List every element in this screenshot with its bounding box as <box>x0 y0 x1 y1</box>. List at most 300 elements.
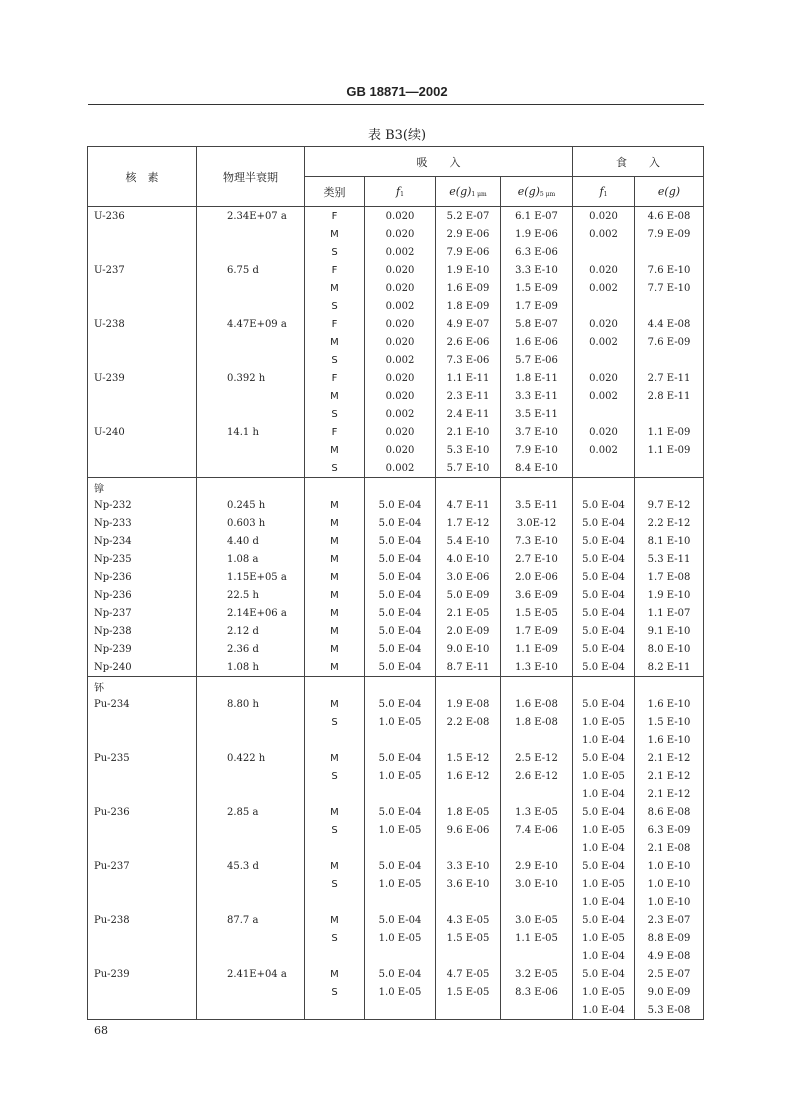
cell-ingestion-f1: 1.0 E-05 <box>573 713 635 731</box>
document-code: GB 18871—2002 <box>346 84 448 99</box>
table-row <box>88 785 704 803</box>
cell-nuclide: U-239 <box>88 369 197 387</box>
cell-eg-5um: 1.7 E-09 <box>501 297 573 315</box>
cell-type: M <box>305 803 365 821</box>
cell-ingestion-f1: 0.020 <box>573 423 635 441</box>
cell-eg-5um <box>501 731 573 749</box>
cell-inhalation-f1: 1.0 E-05 <box>365 767 436 785</box>
cell-nuclide <box>88 929 197 947</box>
cell-ingestion-eg <box>635 297 704 315</box>
cell-eg-5um: 3.3 E-10 <box>501 261 573 279</box>
cell-eg-5um <box>501 947 573 965</box>
cell-eg-1um: 5.7 E-10 <box>436 459 501 478</box>
cell-inhalation-f1: 5.0 E-04 <box>365 622 436 640</box>
cell-type <box>305 893 365 911</box>
cell-inhalation-f1: 0.020 <box>365 207 436 226</box>
cell-ingestion-f1: 5.0 E-04 <box>573 604 635 622</box>
cell-eg-1um: 1.8 E-09 <box>436 297 501 315</box>
cell-ingestion-f1 <box>573 478 635 497</box>
cell-ingestion-eg: 9.0 E-09 <box>635 983 704 1001</box>
cell-inhalation-f1: 5.0 E-04 <box>365 965 436 983</box>
cell-ingestion-eg: 2.8 E-11 <box>635 387 704 405</box>
cell-ingestion-eg: 7.9 E-09 <box>635 225 704 243</box>
cell-eg-1um: 5.3 E-10 <box>436 441 501 459</box>
cell-ingestion-f1: 5.0 E-04 <box>573 640 635 658</box>
cell-half-life <box>197 1001 305 1020</box>
cell-half-life: 2.85 a <box>197 803 305 821</box>
cell-type: S <box>305 929 365 947</box>
table-row <box>88 243 704 261</box>
cell-half-life: 14.1 h <box>197 423 305 441</box>
cell-type: S <box>305 875 365 893</box>
cell-nuclide: Np-236 <box>88 568 197 586</box>
cell-eg-5um: 5.7 E-06 <box>501 351 573 369</box>
cell-nuclide <box>88 713 197 731</box>
cell-type: F <box>305 315 365 333</box>
cell-ingestion-eg: 1.9 E-10 <box>635 586 704 604</box>
cell-nuclide <box>88 387 197 405</box>
cell-eg-1um: 2.9 E-06 <box>436 225 501 243</box>
cell-eg-1um: 2.1 E-10 <box>436 423 501 441</box>
cell-ingestion-f1: 1.0 E-05 <box>573 875 635 893</box>
table-row <box>88 604 704 622</box>
cell-half-life <box>197 441 305 459</box>
cell-eg-5um: 1.5 E-05 <box>501 604 573 622</box>
header-inhalation: 吸 入 <box>305 147 573 177</box>
cell-inhalation-f1: 0.020 <box>365 261 436 279</box>
cell-ingestion-f1: 0.020 <box>573 369 635 387</box>
cell-type: M <box>305 857 365 875</box>
cell-ingestion-eg: 1.7 E-08 <box>635 568 704 586</box>
cell-half-life <box>197 947 305 965</box>
cell-ingestion-eg: 2.1 E-08 <box>635 839 704 857</box>
cell-half-life: 1.15E+05 a <box>197 568 305 586</box>
cell-eg-5um: 1.5 E-09 <box>501 279 573 297</box>
cell-eg-1um <box>436 893 501 911</box>
cell-ingestion-f1 <box>573 677 635 696</box>
table-row <box>88 459 704 478</box>
cell-nuclide: Np-240 <box>88 658 197 677</box>
table-row <box>88 279 704 297</box>
table-row <box>88 387 704 405</box>
cell-eg-5um: 3.0 E-05 <box>501 911 573 929</box>
cell-ingestion-eg: 8.6 E-08 <box>635 803 704 821</box>
cell-ingestion-f1: 5.0 E-04 <box>573 496 635 514</box>
cell-ingestion-eg: 1.1 E-09 <box>635 423 704 441</box>
cell-eg-5um: 3.7 E-10 <box>501 423 573 441</box>
cell-ingestion-eg: 2.2 E-12 <box>635 514 704 532</box>
cell-ingestion-eg: 9.1 E-10 <box>635 622 704 640</box>
cell-half-life <box>197 459 305 478</box>
cell-type: S <box>305 351 365 369</box>
cell-inhalation-f1: 5.0 E-04 <box>365 695 436 713</box>
cell-eg-1um: 2.2 E-08 <box>436 713 501 731</box>
cell-inhalation-f1: 5.0 E-04 <box>365 496 436 514</box>
cell-nuclide <box>88 351 197 369</box>
cell-half-life <box>197 387 305 405</box>
cell-ingestion-eg: 2.1 E-12 <box>635 785 704 803</box>
cell-ingestion-eg: 1.1 E-07 <box>635 604 704 622</box>
cell-half-life: 0.422 h <box>197 749 305 767</box>
table-row <box>88 225 704 243</box>
cell-nuclide: U-237 <box>88 261 197 279</box>
table-row <box>88 857 704 875</box>
table-caption: 表 B3(续) <box>367 128 427 143</box>
cell-type: M <box>305 279 365 297</box>
cell-half-life <box>197 731 305 749</box>
table-row <box>88 351 704 369</box>
cell-half-life <box>197 713 305 731</box>
cell-inhalation-f1: 0.002 <box>365 297 436 315</box>
cell-eg-5um: 2.9 E-10 <box>501 857 573 875</box>
cell-inhalation-f1: 5.0 E-04 <box>365 749 436 767</box>
table-row <box>88 713 704 731</box>
cell-ingestion-f1: 0.020 <box>573 315 635 333</box>
cell-eg-5um: 2.6 E-12 <box>501 767 573 785</box>
cell-ingestion-eg: 1.0 E-10 <box>635 893 704 911</box>
cell-type <box>305 677 365 696</box>
cell-eg-5um <box>501 785 573 803</box>
cell-ingestion-f1 <box>573 351 635 369</box>
cell-nuclide <box>88 731 197 749</box>
cell-half-life: 22.5 h <box>197 586 305 604</box>
cell-type: M <box>305 550 365 568</box>
table-row <box>88 695 704 713</box>
cell-eg-5um <box>501 1001 573 1020</box>
cell-ingestion-eg: 1.1 E-09 <box>635 441 704 459</box>
cell-type: S <box>305 713 365 731</box>
cell-ingestion-eg: 8.1 E-10 <box>635 532 704 550</box>
cell-eg-1um: 1.8 E-05 <box>436 803 501 821</box>
cell-half-life <box>197 929 305 947</box>
cell-type: M <box>305 911 365 929</box>
cell-eg-1um: 4.0 E-10 <box>436 550 501 568</box>
table-row <box>88 207 704 226</box>
cell-nuclide <box>88 839 197 857</box>
cell-nuclide: U-238 <box>88 315 197 333</box>
cell-half-life: 2.36 d <box>197 640 305 658</box>
cell-type: S <box>305 821 365 839</box>
cell-eg-5um: 1.1 E-09 <box>501 640 573 658</box>
cell-ingestion-f1: 1.0 E-04 <box>573 947 635 965</box>
cell-ingestion-eg: 8.0 E-10 <box>635 640 704 658</box>
cell-half-life <box>197 478 305 497</box>
cell-half-life: 0.392 h <box>197 369 305 387</box>
cell-eg-5um: 7.3 E-10 <box>501 532 573 550</box>
cell-inhalation-f1: 5.0 E-04 <box>365 857 436 875</box>
cell-half-life: 2.14E+06 a <box>197 604 305 622</box>
cell-type <box>305 478 365 497</box>
cell-ingestion-eg: 4.6 E-08 <box>635 207 704 226</box>
cell-half-life <box>197 821 305 839</box>
cell-nuclide: Np-239 <box>88 640 197 658</box>
cell-eg-5um: 1.8 E-08 <box>501 713 573 731</box>
cell-ingestion-eg <box>635 243 704 261</box>
header-rule <box>88 104 704 105</box>
cell-eg-1um: 5.4 E-10 <box>436 532 501 550</box>
cell-inhalation-f1: 5.0 E-04 <box>365 640 436 658</box>
cell-nuclide <box>88 243 197 261</box>
cell-inhalation-f1: 5.0 E-04 <box>365 803 436 821</box>
cell-nuclide <box>88 875 197 893</box>
cell-eg-5um: 2.5 E-12 <box>501 749 573 767</box>
cell-ingestion-f1: 1.0 E-04 <box>573 1001 635 1020</box>
cell-eg-1um: 4.9 E-07 <box>436 315 501 333</box>
cell-type: M <box>305 604 365 622</box>
cell-eg-5um: 1.1 E-05 <box>501 929 573 947</box>
cell-nuclide <box>88 785 197 803</box>
cell-type <box>305 785 365 803</box>
cell-half-life: 1.08 h <box>197 658 305 677</box>
cell-ingestion-eg <box>635 405 704 423</box>
cell-inhalation-f1 <box>365 1001 436 1020</box>
cell-ingestion-f1: 5.0 E-04 <box>573 749 635 767</box>
cell-ingestion-eg: 5.3 E-11 <box>635 550 704 568</box>
cell-eg-5um: 1.8 E-11 <box>501 369 573 387</box>
cell-half-life: 4.40 d <box>197 532 305 550</box>
table-row <box>88 821 704 839</box>
cell-eg-1um: 5.0 E-09 <box>436 586 501 604</box>
cell-ingestion-eg: 1.0 E-10 <box>635 857 704 875</box>
cell-eg-5um: 3.0 E-10 <box>501 875 573 893</box>
header-half-life: 物理半衰期 <box>197 147 305 207</box>
cell-nuclide: Pu-239 <box>88 965 197 983</box>
cell-ingestion-eg: 5.3 E-08 <box>635 1001 704 1020</box>
cell-inhalation-f1 <box>365 839 436 857</box>
cell-ingestion-eg: 8.2 E-11 <box>635 658 704 677</box>
cell-eg-5um: 3.5 E-11 <box>501 405 573 423</box>
cell-ingestion-f1: 5.0 E-04 <box>573 695 635 713</box>
cell-inhalation-f1: 0.020 <box>365 315 436 333</box>
cell-eg-1um: 2.3 E-11 <box>436 387 501 405</box>
cell-half-life: 1.08 a <box>197 550 305 568</box>
cell-type: M <box>305 333 365 351</box>
cell-ingestion-eg <box>635 677 704 696</box>
cell-type: S <box>305 459 365 478</box>
cell-eg-5um: 7.9 E-10 <box>501 441 573 459</box>
cell-nuclide <box>88 983 197 1001</box>
cell-ingestion-eg: 2.1 E-12 <box>635 767 704 785</box>
cell-inhalation-f1: 1.0 E-05 <box>365 875 436 893</box>
cell-eg-1um: 1.6 E-12 <box>436 767 501 785</box>
header-ingestion-eg: e(g) <box>635 177 704 207</box>
cell-type <box>305 1001 365 1020</box>
cell-eg-5um <box>501 893 573 911</box>
cell-type <box>305 839 365 857</box>
cell-type: M <box>305 532 365 550</box>
table-row <box>88 261 704 279</box>
cell-ingestion-f1: 1.0 E-04 <box>573 839 635 857</box>
table-row <box>88 622 704 640</box>
header-eg-1um: e(g)1 μm <box>436 177 501 207</box>
cell-ingestion-f1: 5.0 E-04 <box>573 514 635 532</box>
cell-type <box>305 731 365 749</box>
cell-nuclide: Np-237 <box>88 604 197 622</box>
cell-eg-5um: 2.0 E-06 <box>501 568 573 586</box>
cell-inhalation-f1 <box>365 947 436 965</box>
cell-nuclide: Pu-236 <box>88 803 197 821</box>
cell-nuclide <box>88 441 197 459</box>
cell-inhalation-f1: 0.020 <box>365 387 436 405</box>
cell-eg-5um: 3.2 E-05 <box>501 965 573 983</box>
table-row <box>88 297 704 315</box>
cell-inhalation-f1: 1.0 E-05 <box>365 713 436 731</box>
table-row <box>88 441 704 459</box>
cell-ingestion-f1 <box>573 459 635 478</box>
cell-type: S <box>305 767 365 785</box>
cell-eg-5um: 3.0E-12 <box>501 514 573 532</box>
cell-eg-5um: 1.7 E-09 <box>501 622 573 640</box>
cell-eg-1um: 1.7 E-12 <box>436 514 501 532</box>
cell-type: F <box>305 207 365 226</box>
table-row <box>88 586 704 604</box>
cell-nuclide: U-236 <box>88 207 197 226</box>
cell-ingestion-eg <box>635 459 704 478</box>
cell-eg-5um: 6.3 E-06 <box>501 243 573 261</box>
cell-type: S <box>305 243 365 261</box>
cell-ingestion-f1: 0.020 <box>573 261 635 279</box>
cell-inhalation-f1: 0.002 <box>365 459 436 478</box>
cell-half-life <box>197 351 305 369</box>
cell-half-life: 87.7 a <box>197 911 305 929</box>
cell-half-life <box>197 297 305 315</box>
table-row <box>88 369 704 387</box>
cell-ingestion-eg <box>635 478 704 497</box>
cell-inhalation-f1 <box>365 785 436 803</box>
cell-nuclide <box>88 405 197 423</box>
header-nuclide: 核 素 <box>88 147 197 207</box>
cell-type: M <box>305 387 365 405</box>
cell-nuclide: Np-233 <box>88 514 197 532</box>
cell-eg-5um: 3.5 E-11 <box>501 496 573 514</box>
table-row <box>88 839 704 857</box>
cell-ingestion-f1: 1.0 E-05 <box>573 767 635 785</box>
cell-eg-1um: 5.2 E-07 <box>436 207 501 226</box>
table-row <box>88 947 704 965</box>
cell-ingestion-eg: 7.6 E-09 <box>635 333 704 351</box>
header-type-label: 类别 <box>323 185 346 199</box>
cell-eg-5um: 3.6 E-09 <box>501 586 573 604</box>
cell-eg-1um: 1.1 E-11 <box>436 369 501 387</box>
header-eg-5um: e(g)5 μm <box>501 177 573 207</box>
cell-ingestion-f1: 1.0 E-05 <box>573 821 635 839</box>
cell-half-life <box>197 677 305 696</box>
cell-half-life <box>197 279 305 297</box>
cell-eg-5um: 5.8 E-07 <box>501 315 573 333</box>
table-row <box>88 893 704 911</box>
table-row <box>88 749 704 767</box>
cell-type: S <box>305 405 365 423</box>
cell-inhalation-f1: 0.020 <box>365 225 436 243</box>
cell-half-life: 2.34E+07 a <box>197 207 305 226</box>
cell-ingestion-eg: 4.4 E-08 <box>635 315 704 333</box>
table-row <box>88 423 704 441</box>
cell-inhalation-f1: 1.0 E-05 <box>365 983 436 1001</box>
cell-half-life: 2.41E+04 a <box>197 965 305 983</box>
cell-type: F <box>305 369 365 387</box>
cell-type: M <box>305 749 365 767</box>
cell-inhalation-f1: 5.0 E-04 <box>365 911 436 929</box>
cell-eg-5um: 7.4 E-06 <box>501 821 573 839</box>
cell-nuclide <box>88 279 197 297</box>
cell-ingestion-eg: 1.5 E-10 <box>635 713 704 731</box>
table-row <box>88 640 704 658</box>
cell-ingestion-f1: 5.0 E-04 <box>573 911 635 929</box>
table-row <box>88 568 704 586</box>
header-inhalation-f1: f1 <box>365 177 436 207</box>
cell-ingestion-f1: 1.0 E-05 <box>573 929 635 947</box>
cell-half-life <box>197 333 305 351</box>
table-row <box>88 333 704 351</box>
cell-type: M <box>305 622 365 640</box>
cell-ingestion-eg <box>635 351 704 369</box>
cell-inhalation-f1: 5.0 E-04 <box>365 604 436 622</box>
cell-ingestion-eg: 9.7 E-12 <box>635 496 704 514</box>
cell-inhalation-f1 <box>365 731 436 749</box>
cell-eg-1um <box>436 785 501 803</box>
cell-inhalation-f1: 0.020 <box>365 441 436 459</box>
table-row <box>88 929 704 947</box>
cell-ingestion-eg: 2.7 E-11 <box>635 369 704 387</box>
cell-ingestion-f1: 0.002 <box>573 333 635 351</box>
cell-type: M <box>305 496 365 514</box>
cell-eg-5um <box>501 839 573 857</box>
cell-inhalation-f1: 0.002 <box>365 351 436 369</box>
cell-eg-5um <box>501 478 573 497</box>
cell-nuclide: 钚 <box>88 677 197 696</box>
cell-type: M <box>305 586 365 604</box>
cell-inhalation-f1: 0.020 <box>365 333 436 351</box>
cell-eg-1um: 3.3 E-10 <box>436 857 501 875</box>
cell-eg-1um: 7.9 E-06 <box>436 243 501 261</box>
cell-eg-1um: 4.7 E-11 <box>436 496 501 514</box>
cell-nuclide <box>88 333 197 351</box>
cell-nuclide: Pu-235 <box>88 749 197 767</box>
table-row <box>88 315 704 333</box>
cell-half-life: 4.47E+09 a <box>197 315 305 333</box>
cell-ingestion-f1 <box>573 405 635 423</box>
cell-eg-5um: 1.6 E-06 <box>501 333 573 351</box>
cell-ingestion-f1 <box>573 297 635 315</box>
cell-inhalation-f1: 5.0 E-04 <box>365 514 436 532</box>
table-row <box>88 911 704 929</box>
cell-ingestion-eg: 2.5 E-07 <box>635 965 704 983</box>
cell-eg-5um: 1.9 E-06 <box>501 225 573 243</box>
cell-ingestion-f1: 5.0 E-04 <box>573 586 635 604</box>
cell-inhalation-f1: 5.0 E-04 <box>365 586 436 604</box>
cell-type: M <box>305 695 365 713</box>
cell-ingestion-f1: 5.0 E-04 <box>573 622 635 640</box>
cell-nuclide: U-240 <box>88 423 197 441</box>
cell-inhalation-f1: 1.0 E-05 <box>365 929 436 947</box>
table-row <box>88 767 704 785</box>
cell-nuclide <box>88 821 197 839</box>
cell-ingestion-eg: 2.1 E-12 <box>635 749 704 767</box>
cell-eg-1um <box>436 1001 501 1020</box>
cell-half-life <box>197 893 305 911</box>
cell-nuclide: Np-234 <box>88 532 197 550</box>
table-row <box>88 514 704 532</box>
cell-eg-5um: 8.4 E-10 <box>501 459 573 478</box>
table-row <box>88 478 704 497</box>
cell-eg-5um: 1.3 E-05 <box>501 803 573 821</box>
cell-nuclide: Np-235 <box>88 550 197 568</box>
table-row <box>88 1001 704 1020</box>
cell-ingestion-f1: 1.0 E-04 <box>573 893 635 911</box>
cell-ingestion-eg: 6.3 E-09 <box>635 821 704 839</box>
cell-type: M <box>305 965 365 983</box>
cell-half-life: 0.603 h <box>197 514 305 532</box>
